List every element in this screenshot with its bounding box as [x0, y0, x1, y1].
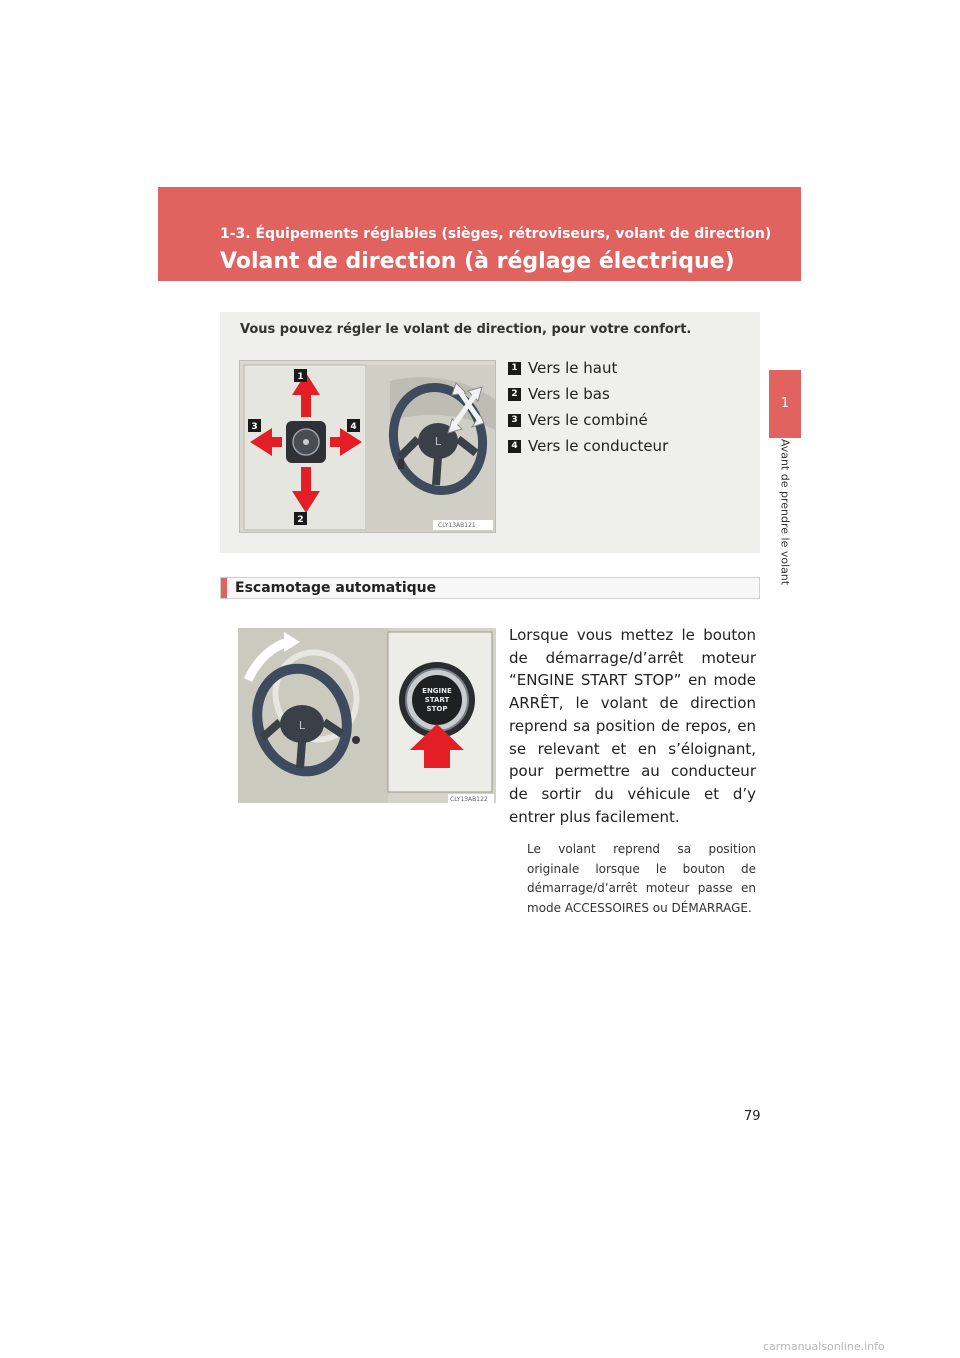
svg-text:L: L [298, 719, 306, 732]
subheading-box [220, 577, 760, 599]
intro-text: Vous pouvez régler le volant de direction, pour votre confort. [240, 322, 692, 337]
auto-retract-illustration [238, 628, 496, 803]
direction-forward-label: Vers le combiné [528, 411, 648, 429]
chapter-label-text: Avant de prendre le volant [778, 438, 792, 586]
callout-2: 2 [297, 515, 304, 525]
auto-retract-description: Lorsque vous mettez le bouton de démarrage/d’arrêt moteur “ENGINE START STOP” en mode ARRÊT, le volant de direction reprend sa position de repos, en se relevant et en s’éloignant, pour permettre au conducteur de sortir du véhicule et d’y entrer plus facilement. [509, 626, 756, 826]
steering-adjust-figure [239, 360, 496, 533]
section-label: 1-3. Équipements réglables (sièges, rétroviseurs, volant de direction) [220, 226, 772, 242]
direction-list [508, 355, 668, 459]
chapter-tab[interactable] [769, 370, 801, 438]
callout-1: 1 [297, 372, 304, 382]
chapter-number: 1 [780, 396, 790, 411]
number-badge: 3 [508, 414, 521, 427]
svg-text:L: L [434, 435, 442, 448]
direction-backward-label: Vers le conducteur [528, 437, 669, 455]
page-title: Volant de direction (à réglage électrique) [220, 249, 735, 274]
watermark: carmanualsonline.info [763, 1340, 885, 1353]
auto-retract-figure [238, 628, 496, 803]
number-badge: 1 [508, 362, 521, 375]
list-item [508, 433, 668, 459]
button-label-line: ENGINE [422, 687, 452, 695]
callout-4: 4 [350, 422, 357, 432]
callout-3: 3 [251, 422, 258, 432]
page-number: 79 [744, 1109, 761, 1124]
number-badge: 2 [508, 388, 521, 401]
steering-adjust-illustration [240, 361, 496, 533]
list-item [508, 381, 668, 407]
direction-up-label: Vers le haut [528, 359, 618, 377]
list-item [508, 355, 668, 381]
button-label-line: START [424, 696, 450, 704]
list-item [508, 407, 668, 433]
figure-code: CLY13AB121 [438, 522, 476, 529]
button-label-line: STOP [426, 705, 448, 713]
number-badge: 4 [508, 440, 521, 453]
figure-code: CLY13AB122 [450, 796, 488, 803]
subheading-accent [221, 578, 227, 598]
auto-retract-note: Le volant reprend sa position originale lorsque le bouton de démarrage/d’arrêt moteur passe en mode ACCESSOIRES ou DÉMARRAGE. [527, 842, 756, 915]
direction-down-label: Vers le bas [528, 385, 610, 403]
subheading-title: Escamotage automatique [235, 580, 437, 596]
